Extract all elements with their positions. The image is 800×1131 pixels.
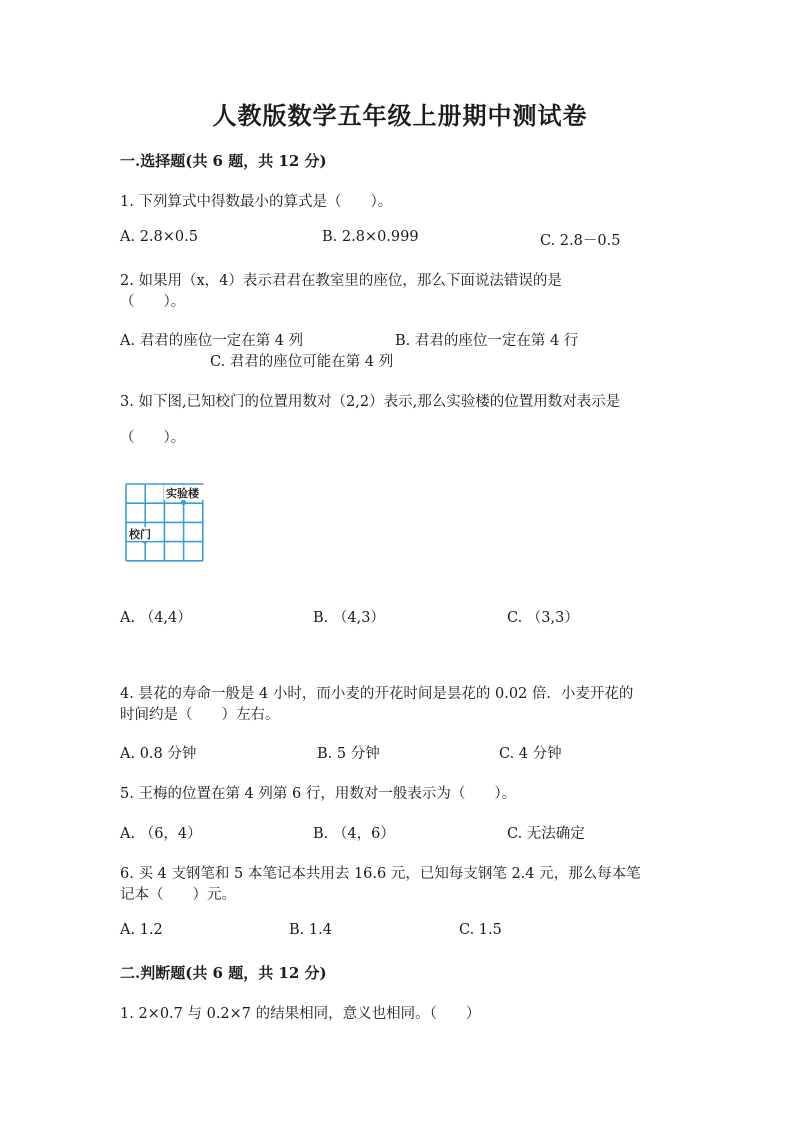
gate-label: 校门 (129, 528, 151, 541)
question-5: 5. 王梅的位置在第 4 列第 6 行，用数对一般表示为（ ）。 (120, 786, 517, 802)
lab-point (181, 500, 186, 505)
q2-option-c: C. 君君的座位可能在第 4 列 (210, 354, 394, 370)
q3-option-b: B. （4,3） (313, 610, 385, 626)
q4-option-c: C. 4 分钟 (499, 746, 562, 762)
section-heading-judgement: 二.判断题(共 6 题，共 12 分) (120, 964, 327, 982)
q1-option-a: A. 2.8×0.5 (120, 229, 198, 245)
question-3-line-2: （ ）。 (120, 430, 186, 446)
q5-option-a: A. （6，4） (120, 826, 202, 842)
question-6-line-1: 6. 买 4 支钢笔和 5 本笔记本共用去 16.6 元，已知每支钢笔 2.4 元，那么每本笔 (120, 866, 641, 882)
q6-option-b: B. 1.4 (289, 922, 332, 938)
judgement-1: 1. 2×0.7 与 0.2×7 的结果相同，意义也相同。（ ） (120, 1006, 481, 1022)
q2-option-b: B. 君君的座位一定在第 4 行 (395, 333, 579, 349)
q3-option-c: C. （3,3） (507, 610, 579, 626)
grid-svg (122, 482, 206, 562)
q3-option-a: A. （4,4） (120, 610, 192, 626)
question-2-line-2: （ ）。 (120, 294, 186, 310)
q5-option-c: C. 无法确定 (507, 826, 585, 842)
section-heading-choice: 一.选择题(共 6 题，共 12 分) (120, 152, 327, 170)
q4-option-a: A. 0.8 分钟 (120, 746, 197, 762)
q1-option-b: B. 2.8×0.999 (322, 229, 419, 245)
question-4-line-1: 4. 昙花的寿命一般是 4 小时，而小麦的开花时间是昙花的 0.02 倍．小麦开花的 (120, 686, 634, 702)
q2-option-a: A. 君君的座位一定在第 4 列 (120, 333, 304, 349)
question-6-line-2: 记本（ ）元。 (120, 887, 236, 903)
q6-option-a: A. 1.2 (120, 922, 163, 938)
q5-option-b: B. （4，6） (313, 826, 395, 842)
q4-option-b: B. 5 分钟 (317, 746, 380, 762)
position-grid-figure (122, 482, 206, 562)
lab-label: 实验楼 (166, 487, 199, 500)
question-2-line-1: 2. 如果用（x，4）表示君君在教室里的座位，那么下面说法错误的是 (120, 273, 562, 289)
q6-option-c: C. 1.5 (459, 922, 502, 938)
question-1: 1. 下列算式中得数最小的算式是（ ）。 (120, 194, 393, 210)
question-3-line-1: 3. 如下图,已知校门的位置用数对（2,2）表示,那么实验楼的位置用数对表示是 (120, 394, 621, 410)
question-4-line-2: 时间约是（ ）左右。 (120, 707, 280, 723)
page-title: 人教版数学五年级上册期中测试卷 (212, 101, 588, 130)
q1-option-c: C. 2.8－0.5 (540, 233, 621, 249)
